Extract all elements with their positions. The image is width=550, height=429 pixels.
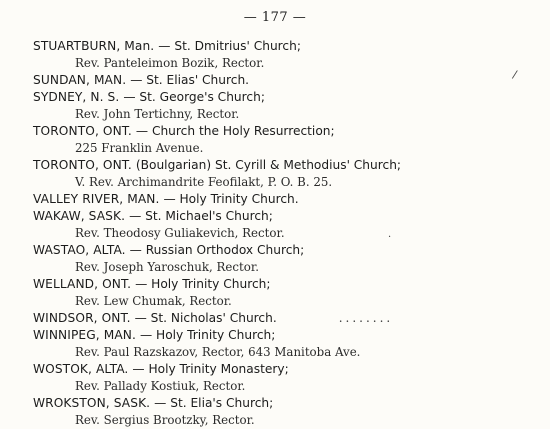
entry-rector-line bbox=[33, 259, 543, 276]
entry-sydney bbox=[33, 89, 543, 106]
entry-sundan bbox=[33, 72, 543, 89]
entry-place: WASTAO, ALTA. bbox=[33, 243, 126, 257]
entry-rector: Rev. Joseph Yaroschuk, Rector. bbox=[75, 260, 259, 274]
entry-rector: Rev. Paul Razskazov, Rector, 643 Manitoba Ave. bbox=[75, 345, 361, 359]
entry-place: TORONTO, ONT. bbox=[33, 158, 132, 172]
entry-church: — St. Dmitrius' Church; bbox=[158, 39, 301, 53]
entry-rector-line bbox=[33, 55, 543, 72]
entry-church: — St. Michael's Church; bbox=[129, 209, 273, 223]
stray-mark: / bbox=[511, 67, 519, 82]
entry-windsor bbox=[33, 310, 543, 327]
entry-stuartburn bbox=[33, 38, 543, 55]
entry-place: WELLAND, ONT. bbox=[33, 277, 132, 291]
entry-place: SYDNEY, N. S. bbox=[33, 90, 120, 104]
entry-place: WOSTOK, ALTA. bbox=[33, 362, 129, 376]
entry-place: SUNDAN, MAN. bbox=[33, 73, 127, 87]
entry-rector: Rev. John Tertichny, Rector. bbox=[75, 107, 240, 121]
entry-church: — Holy Trinity Church; bbox=[135, 277, 271, 291]
church-directory-list bbox=[33, 38, 543, 429]
entry-church: — Church the Holy Resurrection; bbox=[135, 124, 335, 138]
entry-rector-line bbox=[33, 378, 543, 395]
page-number: — 177 — bbox=[243, 10, 307, 25]
entry-wastao bbox=[33, 242, 543, 259]
entry-church: — St. Elias' Church. bbox=[130, 73, 250, 87]
entry-place: WROKSTON, SASK. bbox=[33, 396, 151, 410]
entry-church: — St. Elia's Church; bbox=[154, 396, 274, 410]
entry-church: — Russian Orthodox Church; bbox=[129, 243, 305, 257]
entry-toronto-resurrection bbox=[33, 123, 543, 140]
entry-rector: Rev. Lew Chumak, Rector. bbox=[75, 294, 232, 308]
entry-wakaw bbox=[33, 208, 543, 225]
entry-valley-river bbox=[33, 191, 543, 208]
entry-place: WINNIPEG, MAN. bbox=[33, 328, 136, 342]
entry-place: VALLEY RIVER, MAN. bbox=[33, 192, 160, 206]
entry-rector: Rev. Sergius Brootzky, Rector. bbox=[75, 413, 255, 427]
entry-rector-line bbox=[33, 412, 543, 429]
entry-church: (Boulgarian) St. Cyrill & Methodius' Church; bbox=[135, 158, 402, 172]
entry-church: — St. George's Church; bbox=[123, 90, 265, 104]
entry-rector-line bbox=[33, 344, 543, 361]
entry-rector-line bbox=[33, 293, 543, 310]
entry-rector: Rev. Pallady Kostiuk, Rector. bbox=[75, 379, 246, 393]
entry-church: — Holy Trinity Monastery; bbox=[132, 362, 289, 376]
entry-place: WINDSOR, ONT. bbox=[33, 311, 131, 325]
entry-winnipeg bbox=[33, 327, 543, 344]
leader-dots: ........ bbox=[338, 311, 394, 325]
entry-rector-line bbox=[33, 174, 543, 191]
entry-welland bbox=[33, 276, 543, 293]
entry-church: — St. Nicholas' Church. bbox=[134, 311, 277, 325]
entry-wostok bbox=[33, 361, 543, 378]
stray-mark: · bbox=[388, 232, 392, 243]
entry-church: — Holy Trinity Church; bbox=[139, 328, 276, 342]
entry-rector-line bbox=[33, 106, 543, 123]
entry-address: 225 Franklin Avenue. bbox=[75, 141, 204, 155]
entry-rector: Rev. Theodosy Guliakevich, Rector. bbox=[75, 226, 285, 240]
entry-place: WAKAW, SASK. bbox=[33, 209, 126, 223]
entry-church: — Holy Trinity Church. bbox=[163, 192, 299, 206]
entry-toronto-boulgarian bbox=[33, 157, 543, 174]
entry-wrokston bbox=[33, 395, 543, 412]
entry-rector: Rev. Panteleimon Bozik, Rector. bbox=[75, 56, 265, 70]
entry-address-line bbox=[33, 140, 543, 157]
entry-place: STUARTBURN, Man. bbox=[33, 39, 155, 53]
entry-place: TORONTO, ONT. bbox=[33, 124, 132, 138]
entry-rector-line bbox=[33, 225, 543, 242]
entry-rector: V. Rev. Archimandrite Feofilakt, P. O. B. 25. bbox=[75, 175, 333, 189]
